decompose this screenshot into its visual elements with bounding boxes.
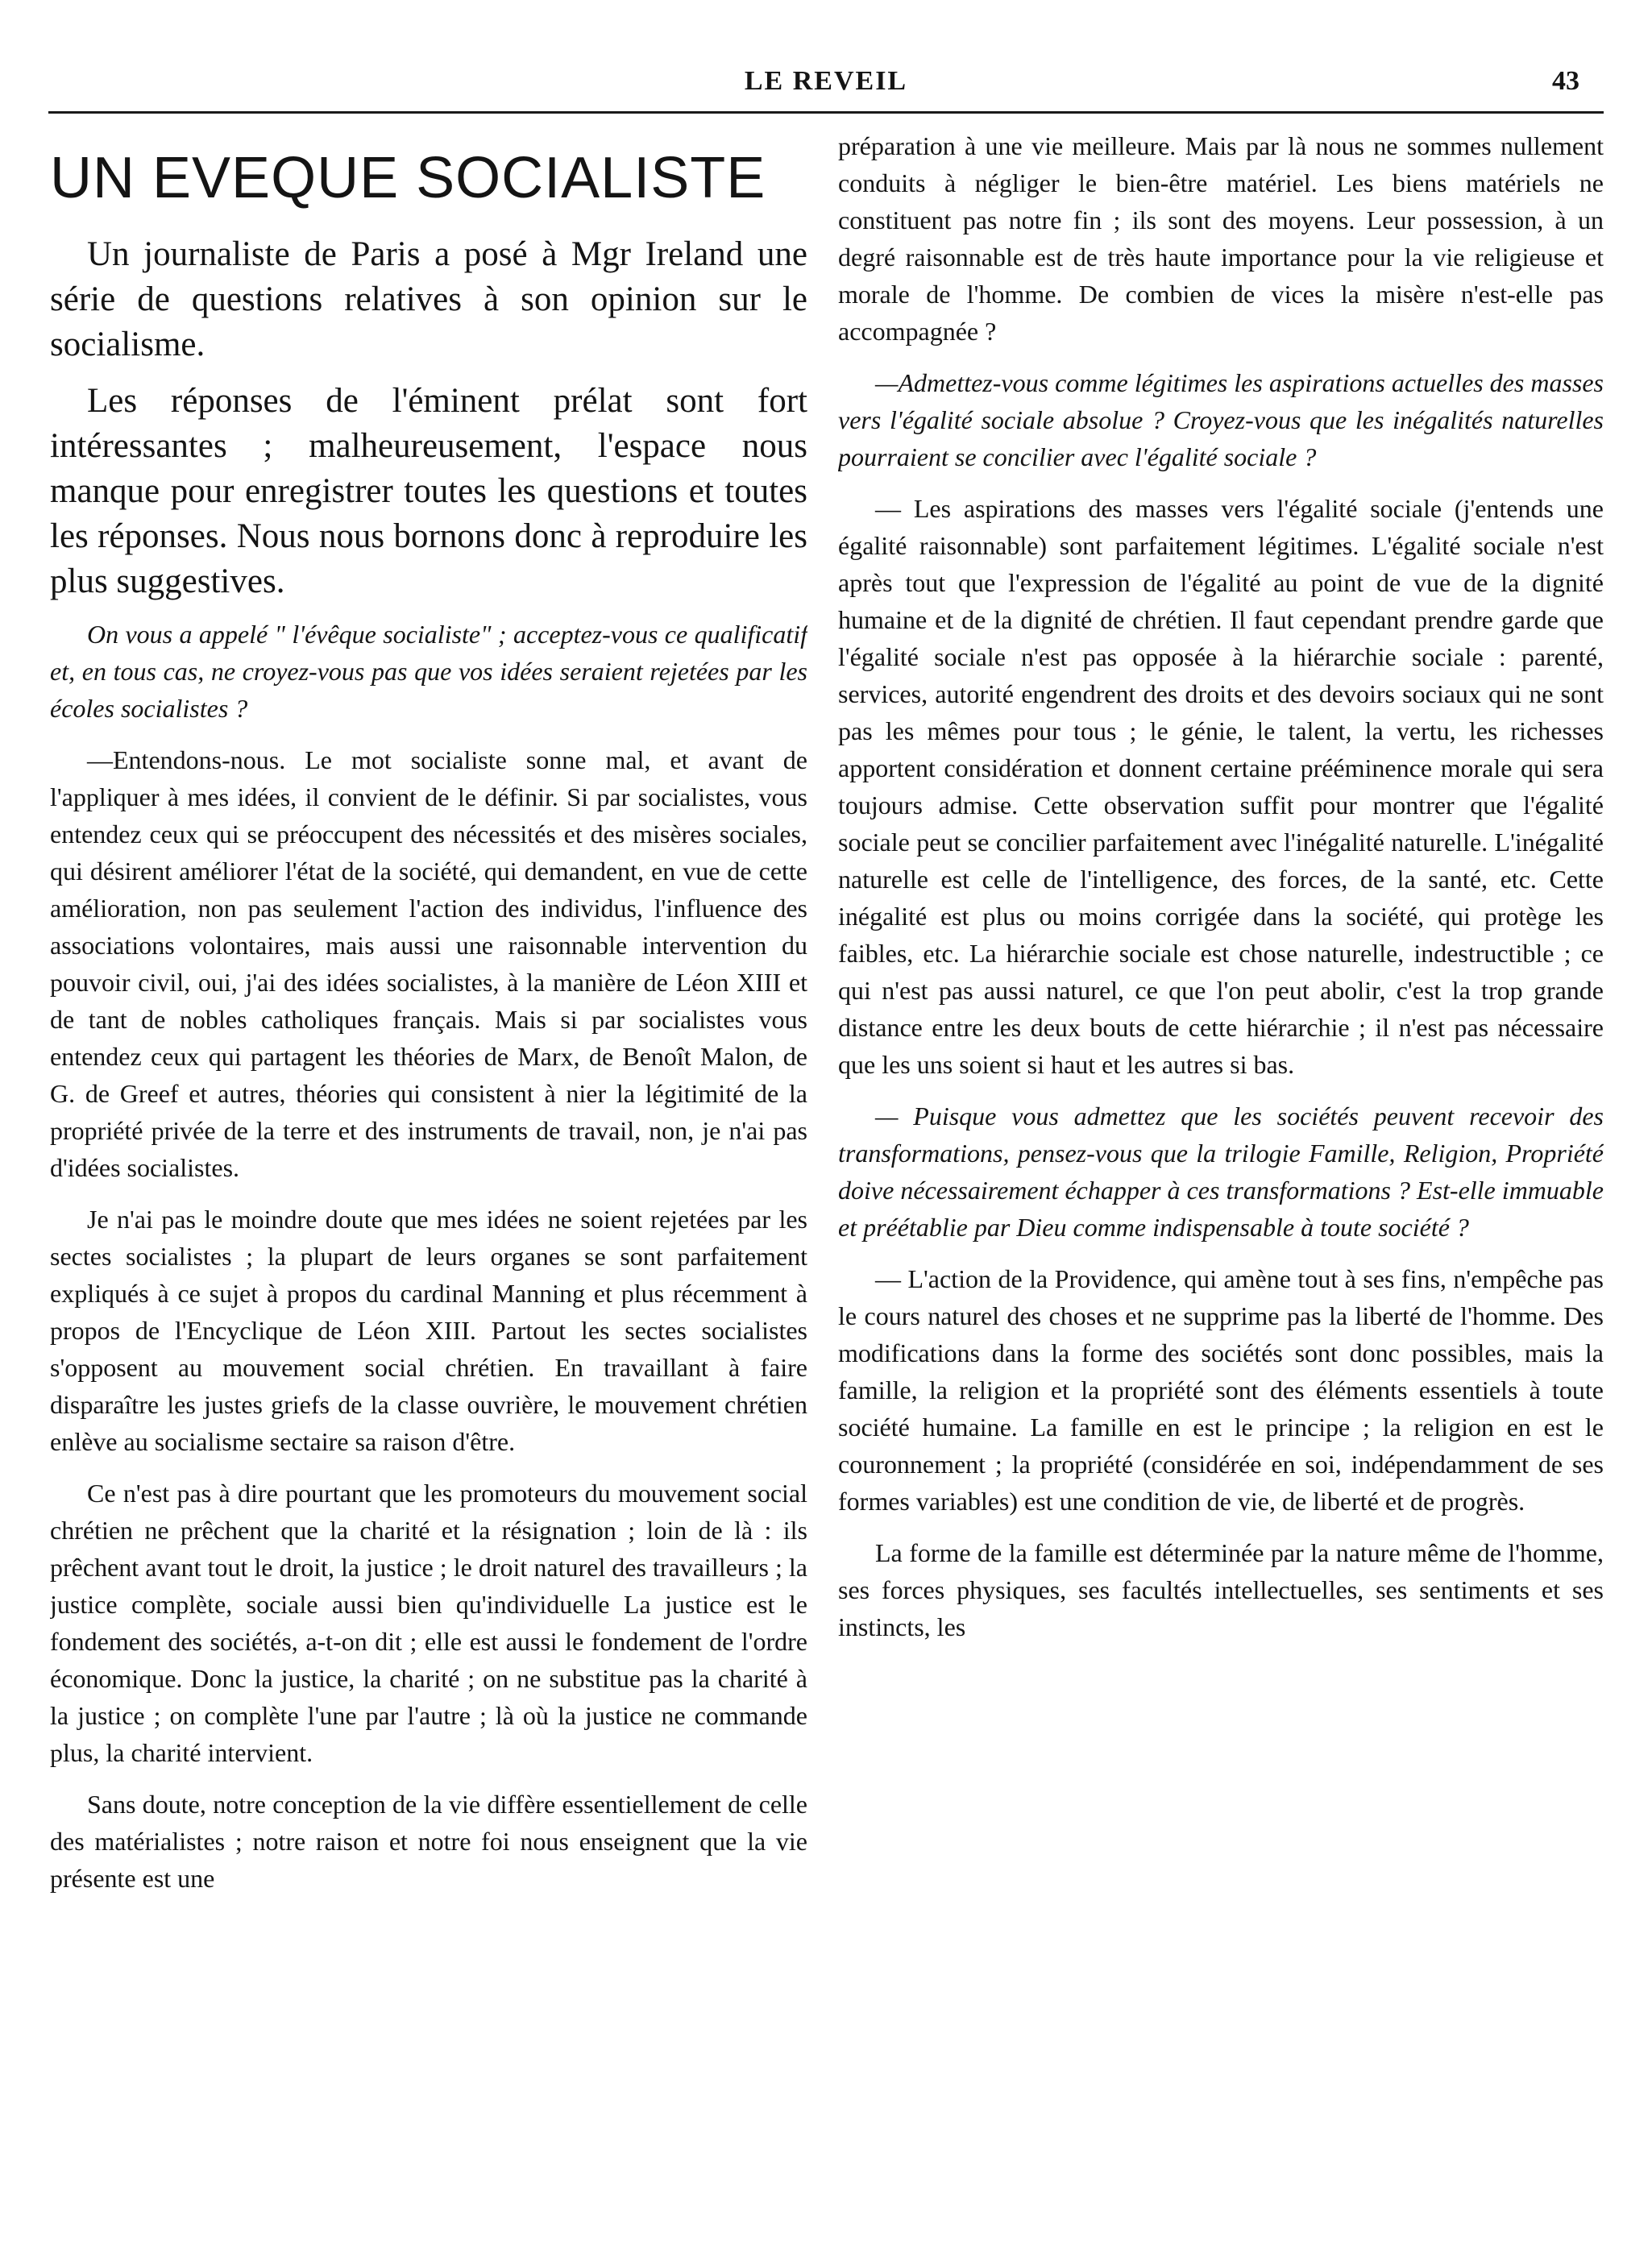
answer-paragraph: La forme de la famille est déterminée par la nature même de l'homme, ses forces physiques, ses facultés intellectuelles, ses sentiments et ses instincts, les	[838, 1538, 1604, 1641]
answer-paragraph: Sans doute, notre conception de la vie diffère essentiellement de celle des matérialistes ; notre raison et notre foi nous enseignent que la vie présente est une	[50, 1790, 807, 1893]
continued-paragraph: préparation à une vie meilleure. Mais par là nous ne sommes nullement conduits à négliger le bien-être matériel. Les biens matériels ne constituent pas notre fin ; ils sont des moyens. Leur possession, à un degré raisonnable est de très haute importance pour la vie religieuse et morale de l'homme. De combien de vices la misère n'est-elle pas accompagnée ?	[838, 131, 1604, 346]
question-paragraph: On vous a appelé " l'évêque socialiste" ; acceptez-vous ce qualificatif et, en tous cas, ne croyez-vous pas que vos idées seraient rejetées par les écoles socialistes ?	[50, 620, 807, 723]
answer-paragraph: —Entendons-nous. Le mot socialiste sonne mal, et avant de l'appliquer à mes idées, il convient de le définir. Si par socialistes, vous entendez ceux qui se préoccupent des nécessités et des misères sociales, qui désirent améliorer l'état de la société, qui demandent, en vue de cette amélioration, non pas seulement l'action des individus, l'influence des associations volontaires, mais aussi une raisonnable intervention du pouvoir civil, oui, j'ai des idées socialistes, à la manière de Léon XIII et de tant de nobles catholiques français. Mais si par socialistes vous entendez ceux qui partagent les théories de Marx, de Benoît Malon, de G. de Greef et autres, théories qui consistent à nier la légitimité de la propriété privée de la terre et des instruments de travail, non, je n'ai pas d'idées socialistes.	[50, 745, 807, 1182]
question-paragraph: — Puisque vous admettez que les sociétés peuvent recevoir des transformations, pensez-vous que la trilogie Famille, Religion, Propriété doive nécessairement échapper à ces transformations ? Est-elle immuable et préétablie par Dieu comme indispensable à toute société ?	[838, 1102, 1604, 1242]
answer-paragraph: Je n'ai pas le moindre doute que mes idées ne soient rejetées par les sectes socialistes ; la plupart de leurs organes se sont parfaitement expliqués à ce sujet à propos du cardinal Manning et plus récemment à propos de l'Encyclique de Léon XIII. Partout les sectes socialistes s'opposent au mouvement social chrétien. En travaillant à faire disparaître les justes griefs de la classe ouvrière, le mouvement chrétien enlève au socialisme sectaire sa raison d'être.	[50, 1205, 807, 1456]
left-column	[50, 127, 807, 2225]
header-rule	[48, 111, 1604, 114]
page-number: 43	[1552, 66, 1579, 96]
intro-paragraph: Un journaliste de Paris a posé à Mgr Ireland une série de questions relatives à son opinion sur le socialisme.	[50, 235, 807, 363]
running-title: LE REVEIL	[744, 66, 908, 96]
answer-paragraph: Ce n'est pas à dire pourtant que les promoteurs du mouvement social chrétien ne prêchent que la charité et la résignation ; loin de là : ils prêchent avant tout le droit, la justice ; le droit naturel des travailleurs ; la justice complète, sociale aussi bien qu'individuelle La justice est le fondement des sociétés, a-t-on dit ; elle est aussi le fondement de l'ordre économique. Donc la justice, la charité ; on ne substitue pas la charité à la justice ; on complète l'une par l'autre ; là où la justice ne commande plus, la charité intervient.	[50, 1479, 807, 1767]
question-paragraph: —Admettez-vous comme légitimes les aspirations actuelles des masses vers l'égalité sociale absolue ? Croyez-vous que les inégalités naturelles pourraient se concilier avec l'égalité sociale ?	[838, 368, 1604, 471]
intro-paragraph: Les réponses de l'éminent prélat sont fort intéressantes ; malheureusement, l'espace nous manque pour enregistrer toutes les questions et toutes les réponses. Nous nous bornons donc à reproduire les plus suggestives.	[50, 382, 807, 600]
article-headline: UN EVEQUE SOCIALISTE	[50, 146, 766, 210]
answer-paragraph: — L'action de la Providence, qui amène tout à ses fins, n'empêche pas le cours naturel des choses et ne supprime pas la liberté de l'homme. Des modifications dans la forme des sociétés sont donc possibles, mais la famille, la religion et la propriété sont des éléments essentiels à toute société humaine. La famille en est le principe ; la religion en est le couronnement ; la propriété (considérée en soi, indépendamment de ses formes variables) est une condition de vie, de liberté et de progrès.	[838, 1264, 1604, 1516]
answer-paragraph: — Les aspirations des masses vers l'égalité sociale (j'entends une égalité raisonnable) sont parfaitement légitimes. L'égalité sociale n'est après tout que l'expression de l'égalité au point de vue de la dignité humaine et de la dignité de chrétien. Il faut cependant prendre garde que l'égalité sociale n'est pas opposée à la hiérarchie sociale : parenté, services, autorité engendrent des droits et des devoirs sociaux qui ne sont pas les mêmes pour tous ; le génie, le talent, la vertu, les richesses apportent considération et donnent certaine prééminence morale qui sera toujours admise. Cette observation suffit pour montrer que l'égalité sociale peut se concilier parfaitement avec l'inégalité naturelle. L'inégalité naturelle est celle de l'intelligence, des forces, de la santé, etc. Cette inégalité est plus ou moins corrigée dans la société, qui protège les faibles, etc. La hiérarchie sociale est chose naturelle, indestructible ; ce qui n'est pas aussi naturel, ce que l'on peut abolir, c'est la trop grande distance entre les deux bouts de cette hiérarchie ; il n'est pas nécessaire que les uns soient si haut et les autres si bas.	[838, 494, 1604, 1079]
running-head	[48, 66, 1604, 106]
right-column	[838, 127, 1604, 2225]
